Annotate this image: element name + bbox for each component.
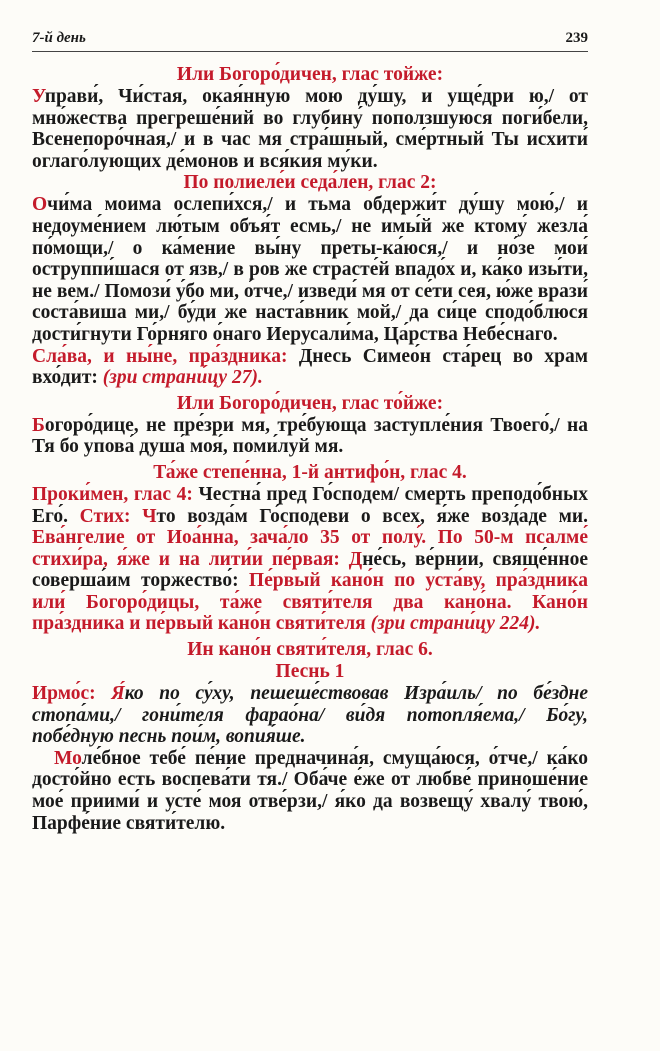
- paragraph-bogorodichen-2: [32, 415, 588, 458]
- initial-letter: Мо: [54, 747, 82, 769]
- paragraph-text: чи́ма моима ослепи́хся,/ и тьма обдержи́т ду́шу мою́,/ и недоуме́нием лю́тым объя́т есмь,/ не имы́й же ктому́ жезла́ по́мощи,/ о ка́мение вы́ну преты-ка́юся,/ и но́зе мои́ оструппи́шася от язв,/ в ров же страсте́й впадо́х и, ка́ко изы́ти, не вем./ Помози́ у́бо ми, о́тче,/ изведи́ мя от се́ти сея, ю́же врази́ соста́виша ми,/ бу́ди же наста́вник мой,/ да си́це сподо́блюся дости́гнути Го́рняго о́наго Иерусали́ма, Ца́рства Небе́снаго.: [32, 194, 588, 345]
- rubric: Проки́мен, глас 4:: [32, 483, 193, 505]
- rubric: Ева́нгелие от Иоа́нна, зача́ло 35 от полу́. По 50-м псалме́ стихи́ра, я́же и на лити́и пе́рвая:: [32, 527, 588, 570]
- paragraph-prokimen: [32, 484, 588, 635]
- rubric: Сла́ва, и ны́не, пра́здника:: [32, 345, 288, 367]
- heading-bogorodichen: Или Богоро́дичен, глас тойже:: [176, 64, 444, 85]
- page-reference: (зри страни́цу 224).: [365, 613, 541, 635]
- rubric: Стих:: [79, 505, 131, 527]
- running-head-title: 7-й день: [32, 30, 86, 46]
- paragraph-text: Днесь Симео́н ста́рец во храм вхо́дит:: [32, 345, 588, 389]
- heading-stepenna: Та́же степе́нна, 1-й антифо́н, глас 4.: [153, 461, 467, 483]
- heading-sedalen: По полиеле́и седа́лен, глас 2:: [183, 172, 437, 194]
- paragraph-text: ле́бное тебе́ пе́ние предначина́я, смуща́юся, о́тче,/ ка́ко досто́йно есть воспева́ти тя./ Оба́че е́же от любве́ приноше́ние мое́ приими́ и усте́ моя отве́рзи,/ я́ко да возвещу́ хвалу́ твою́, Парфе́ние святи́телю.: [32, 747, 588, 834]
- paragraph-sedalen: [32, 194, 588, 345]
- paragraph-slava: [32, 346, 588, 389]
- initial-letter: Б: [32, 414, 45, 436]
- initial-letter: О: [32, 194, 48, 216]
- initial-letter: Ч: [130, 505, 157, 527]
- paragraph-troparion: [32, 748, 588, 834]
- heading-kanon: Ин кано́н святи́теля, глас 6.: [187, 639, 433, 661]
- running-head: [32, 30, 588, 52]
- paragraph-irmos: [32, 683, 588, 748]
- paragraph-text: прави́, Чи́стая, окая́нную мою ду́шу, и уще́дри ю,/ от мно́жества прегреше́ний во глубину́ поползшуюся поги́бели, Всенепоро́чная,/ и в час мя стра́шный, сме́ртный Ты исхити́ оглаго́лующих де́монов и вся́кия му́ки.: [32, 86, 588, 172]
- initial-letter: Д: [339, 548, 363, 570]
- paragraph-text: Честна́ пред Го́сподем/ смерть преподо́бных Его́.: [32, 483, 588, 527]
- page-reference: (зри страни́цу 27).: [102, 367, 263, 389]
- paragraph-text: не́сь, ве́рнии, свяще́нное соверша́им торжество́:: [32, 548, 588, 592]
- paragraph-text: огоро́дице, не пре́зри мя, тре́бующа заступле́ния Твоего́,/ на Тя бо упова́ душа́ моя́, поми́луй мя.: [32, 414, 588, 458]
- rubric: Ирмо́с:: [32, 683, 96, 705]
- paragraph-bogorodichen: [32, 86, 588, 172]
- page: [32, 30, 588, 834]
- heading-bogorodichen-2: Или Богоро́дичен, глас то́йже:: [176, 392, 444, 414]
- heading-pesn: Песнь 1: [275, 661, 345, 683]
- rubric: Пе́рвый кано́н по уста́ву, пра́здника или́ Богоро́дицы, та́же святи́теля два кано́на. Кано́н пра́здника и пе́рвый кано́н святи́теля: [32, 570, 589, 635]
- initial-letter: Я́: [95, 683, 125, 705]
- page-number: 239: [565, 30, 588, 46]
- initial-letter: У: [32, 86, 45, 107]
- paragraph-text: то возда́м Го́сподеви о всех, я́же возд́аде ми.: [156, 505, 589, 527]
- paragraph-text: ко по су́ху, пешеше́ствовав Изра́иль/ по бе́здне стопа́ми,/ гони́теля фарао́на/ ви́дя потопля́ема,/ Бо́гу, побе́дную песнь пои́м, вопия́ше.: [32, 683, 588, 748]
